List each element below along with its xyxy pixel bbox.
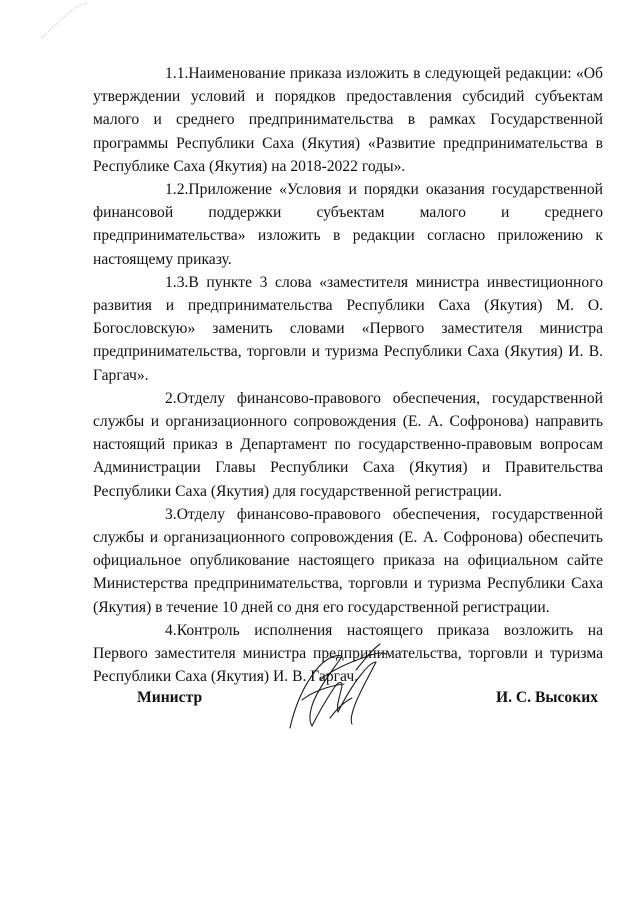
paragraph-number: 4. [165,621,177,639]
paragraph-text: Приложение «Условия и порядки оказания государственной финансовой поддержки субъектам малого и среднего предпринимательства» изложить в редакции согласно приложению к настоящему приказу. [93,181,603,268]
paragraph-number: 1.3. [165,273,189,291]
paragraph-text: Наименование приказа изложить в следующей редакции: «Об утверждении условий и порядков предоставления субсидий субъектам малого и среднего предпринимательства в рамках Государственной программы Республики Саха (Якутия) «Развитие предпринимательства в Республике Саха (Якутия) на 2018-2022 годы». [93,65,603,175]
signatory-name: И. С. Высоких [495,689,598,706]
paragraph-text: В пункте 3 слова «заместителя министра инвестиционного развития и предпринимательства Республики Саха (Якутия) М. О. Богословскую» заменить словами «Первого заместителя министра предпринимательства, торговли и туризма Республики Саха (Якутия) И. В. Гаргач». [93,273,603,384]
paragraph-1-2 [93,178,603,271]
document-body [93,62,603,688]
paragraph-number: 1.2. [165,181,189,199]
paragraph-text: Контроль исполнения настоящего приказа возложить на Первого заместителя министра предпринимательства, торговли и туризма Республики Саха (Якутия) И. В. Гаргач. [93,621,603,686]
paragraph-3 [93,503,603,619]
paragraph-number: 1.1. [165,65,189,82]
paragraph-number: 3. [165,505,177,523]
paragraph-1-1 [93,62,603,178]
signatory-title: Министр [137,689,203,706]
paragraph-number: 2. [165,389,177,407]
handwritten-signature [272,640,392,740]
paragraph-1-3 [93,271,603,387]
paragraph-text: Отделу финансово-правового обеспечения, государственной службы и организационного сопровождения (Е. А. Софронова) направить настоящий приказ в Департамент по государственно-правовым вопросам Администрации Главы Республики Саха (Якутия) и Правительства Республики Саха (Якутия) для государственной регистрации. [93,389,603,500]
paragraph-text: Отделу финансово-правового обеспечения, государственной службы и организационного сопровождения (Е. А. Софронова) обеспечить официальное опубликование настоящего приказа на официальном сайте Министерства предпринимательства, торговли и туризма Республики Саха (Якутия) в течение 10 дней со дня его государственной регистрации. [93,505,603,616]
signature-block [0,640,640,750]
paragraph-2 [93,387,603,503]
scan-artifact-mark [40,2,90,40]
